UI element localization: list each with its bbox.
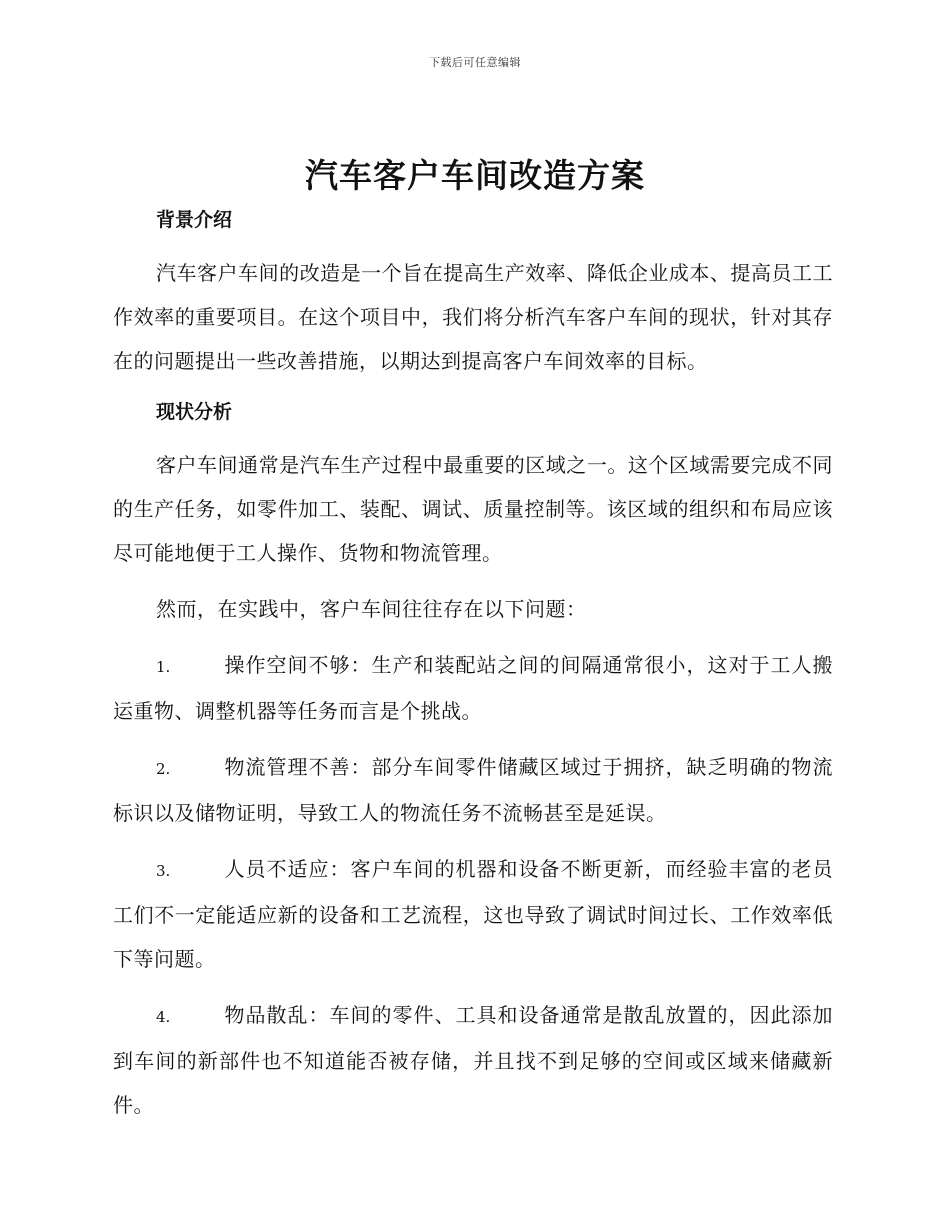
list-item-number: 1. [156,658,171,676]
list-item-text: 物流管理不善：部分车间零件储藏区域过于拥挤，缺乏明确的物流标识以及储物证明，导致工人的物流任务不流畅甚至是延误。 [113,755,833,825]
list-item-number: 3. [156,862,171,880]
section-heading-status-analysis: 现状分析 [156,401,233,423]
list-item [113,745,833,835]
paragraph-status-analysis: 客户车间通常是汽车生产过程中最重要的区域之一。这个区域需要完成不同的生产任务，如零件加工、装配、调试、质量控制等。该区域的组织和布局应该尽可能地便于工人操作、货物和物流管理。 [113,453,833,565]
document-body [113,203,833,1127]
list-item-text: 操作空间不够：生产和装配站之间的间隔通常很小，这对于工人搬运重物、调整机器等任务而言是个挑战。 [113,653,833,723]
list-item [113,643,833,733]
paragraph-background: 汽车客户车间的改造是一个旨在提高生产效率、降低企业成本、提高员工工作效率的重要项目。在这个项目中，我们将分析汽车客户车间的现状，针对其存在的问题提出一些改善措施，以期达到提高客户车间效率的目标。 [113,261,833,373]
list-item-text: 人员不适应：客户车间的机器和设备不断更新，而经验丰富的老员工们不一定能适应新的设备和工艺流程，这也导致了调试时间过长、工作效率低下等问题。 [113,857,833,971]
document-title: 汽车客户车间改造方案 [305,156,645,195]
list-item [113,993,833,1127]
section-heading-background: 背景介绍 [156,209,233,231]
list-item-number: 2. [156,760,171,778]
page-header-note: 下载后可任意编辑 [429,56,521,69]
list-item [113,847,833,981]
paragraph-problems-intro: 然而，在实践中，客户车间往往存在以下问题： [156,597,587,621]
list-item-number: 4. [156,1008,171,1026]
list-item-text: 物品散乱：车间的零件、工具和设备通常是散乱放置的，因此添加到车间的新部件也不知道能否被存储，并且找不到足够的空间或区域来储藏新件。 [113,1003,833,1117]
